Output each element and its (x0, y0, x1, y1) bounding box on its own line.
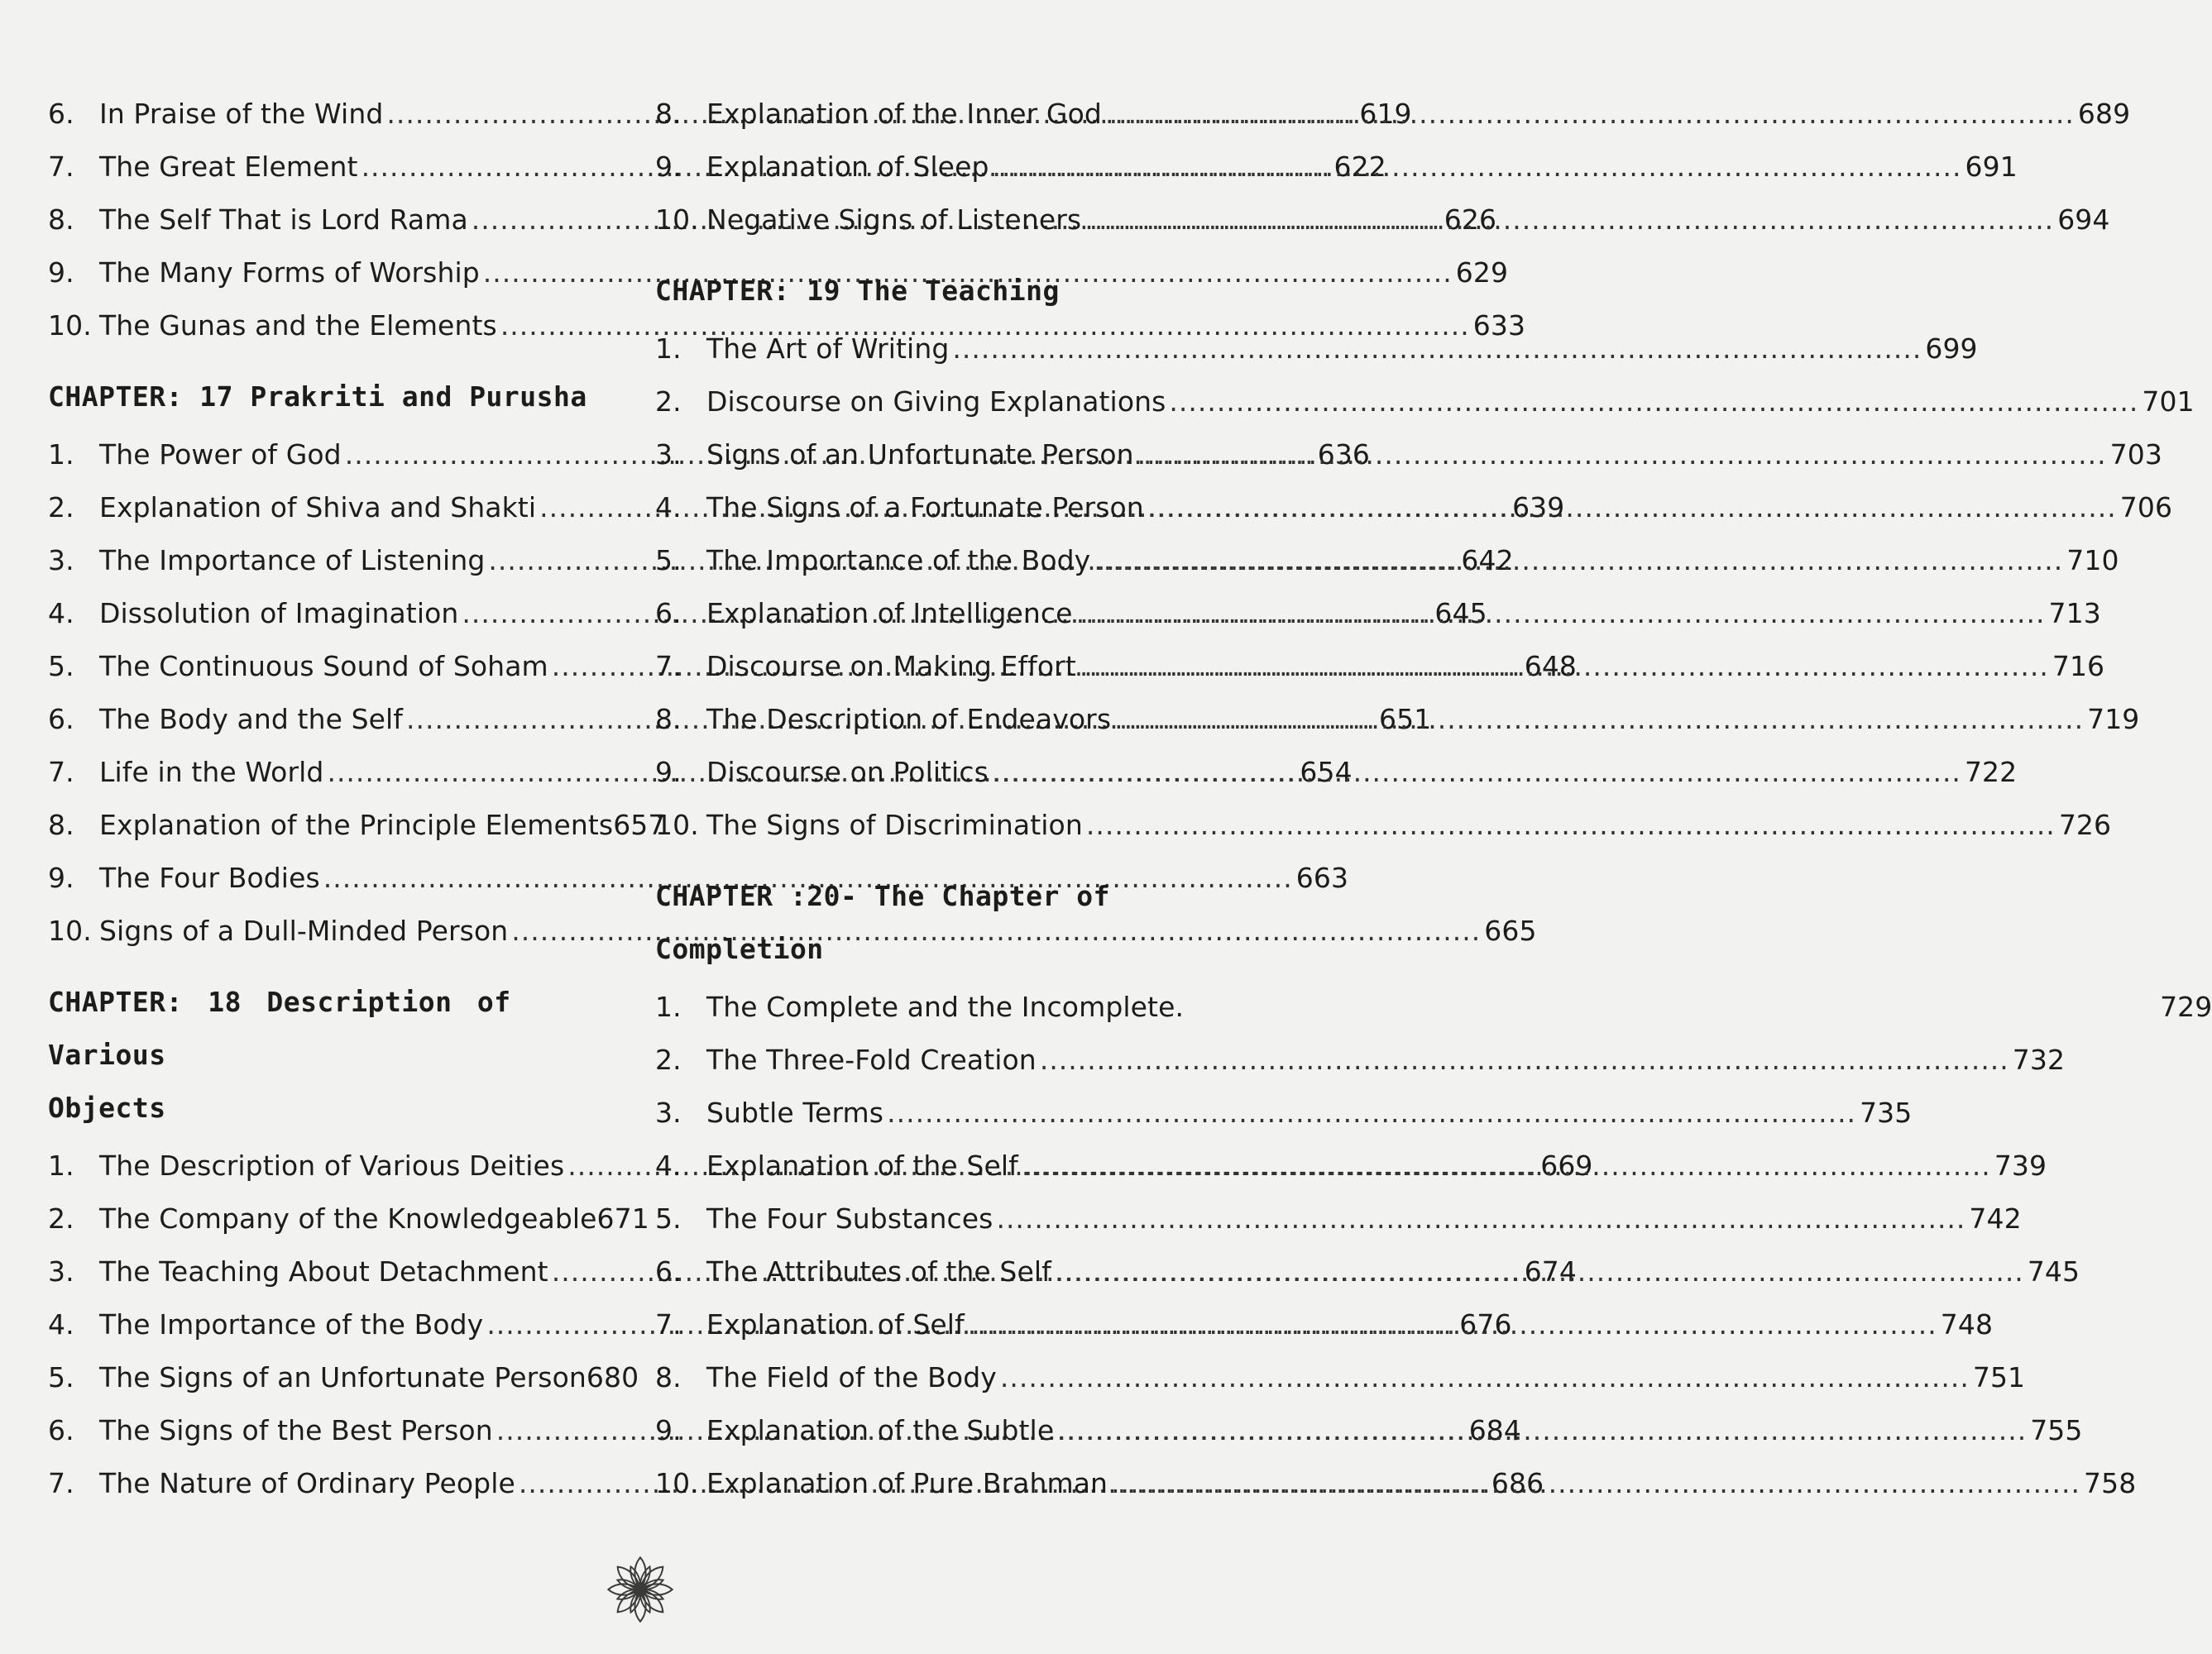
toc-entry: 7. Explanation of Self ..... 748 (655, 1308, 1211, 1361)
toc-entry: 7. Life in the World ..... 654 (48, 756, 609, 809)
toc-entry: 4. The Importance of the Body ..... 676 (48, 1308, 609, 1361)
toc-entry: 9. The Many Forms of Worship ..... 629 (48, 256, 609, 309)
toc-entry: 9. Discourse on Politics ..... 722 (655, 756, 1211, 809)
toc-entry: 6. In Praise of the Wind ..... 619 (48, 98, 609, 151)
toc-entry: 6. The Attributes of the Self ..... 745 (655, 1255, 1211, 1308)
toc-entry: 4. Dissolution of Imagination ..... 645 (48, 597, 609, 650)
toc-entry: 9. The Four Bodies ..... 663 (48, 862, 609, 915)
toc-entry: 7. The Great Element ..... 622 (48, 151, 609, 203)
toc-entry: 1. The Complete and the Incomplete. 729 (655, 991, 2212, 1023)
toc-entry: 1. The Art of Writing ..... 699 (655, 332, 1211, 385)
toc-entry: 10. Signs of a Dull-Minded Person ..... 665 (48, 915, 609, 968)
toc-entry: 3. Signs of an Unfortunate Person ..... 703 (655, 438, 1211, 491)
toc-entry: 3. The Teaching About Detachment ..... 674 (48, 1255, 609, 1308)
toc-entry: 2. The Three-Fold Creation ..... 732 (655, 1044, 1211, 1097)
toc-entry: 8. The Description of Endeavors ..... 719 (655, 703, 1211, 756)
toc-entry: 4. Explanation of the Self ..... 739 (655, 1150, 1211, 1202)
toc-entry: 6. The Signs of the Best Person ..... 684 (48, 1414, 609, 1467)
toc-entry: 5. The Four Substances ..... 742 (655, 1202, 1211, 1255)
toc-entry: 10. Explanation of Pure Brahman ..... 758 (655, 1467, 1211, 1520)
toc-entry: 3. The Importance of Listening ..... 642 (48, 544, 609, 597)
toc-entry: 8. The Field of the Body ..... 751 (655, 1361, 1211, 1414)
toc-entry: 8. Explanation of the Inner God ..... 689 (655, 98, 1211, 151)
toc-entry: 5. The Continuous Sound of Soham ..... 648 (48, 650, 609, 703)
toc-entry: 6. Explanation of Intelligence ..... 713 (655, 597, 1211, 650)
toc-entry: 5. The Signs of an Unfortunate Person680 (48, 1361, 639, 1393)
toc-entry: 9. Explanation of the Subtle ..... 755 (655, 1414, 1211, 1467)
toc-entry: 2. Explanation of Shiva and Shakti ..... 639 (48, 491, 609, 544)
toc-entry: 9. Explanation of Sleep ..... 691 (655, 151, 1211, 203)
toc-entry: 10. The Gunas and the Elements ..... 633 (48, 309, 609, 362)
toc-entry: 4. The Signs of a Fortunate Person ..... 706 (655, 491, 1211, 544)
toc-entry: 1. The Power of God ..... 636 (48, 438, 609, 491)
chapter-20-heading: CHAPTER :20- The Chapter of Completion (655, 880, 1110, 965)
lotus-mandala-icon (604, 1553, 677, 1626)
toc-entry: 2. The Company of the Knowledgeable671 (48, 1202, 649, 1235)
toc-entry: 8. Explanation of the Principle Elements657 (48, 809, 666, 841)
toc-entry: 1. The Description of Various Deities ..... 669 (48, 1150, 609, 1202)
toc-entry: 7. The Nature of Ordinary People ..... 686 (48, 1467, 609, 1520)
toc-entry: 5. The Importance of the Body ..... 710 (655, 544, 1211, 597)
toc-entry: 2. Discourse on Giving Explanations ..... 701 (655, 385, 1211, 438)
toc-entry: 10. Negative Signs of Listeners ..... 694 (655, 203, 1211, 256)
chapter-18-heading-line1: CHAPTER: 18 Description of Various (48, 986, 511, 1071)
chapter-17-heading: CHAPTER: 17 Prakriti and Purusha (48, 380, 587, 413)
chapter-19-heading: CHAPTER: 19 The Teaching (655, 275, 1060, 307)
chapter-18-heading (48, 976, 609, 1135)
toc-entry: 8. The Self That is Lord Rama ..... 626 (48, 203, 609, 256)
toc-entry: 3. Subtle Terms ..... 735 (655, 1097, 1211, 1150)
toc-entry: 6. The Body and the Self ..... 651 (48, 703, 609, 756)
toc-entry: 10. The Signs of Discrimination ..... 726 (655, 809, 1211, 862)
chapter-18-heading-line2: Objects (48, 1092, 166, 1124)
toc-entry: 7. Discourse on Making Effort ..... 716 (655, 650, 1211, 703)
